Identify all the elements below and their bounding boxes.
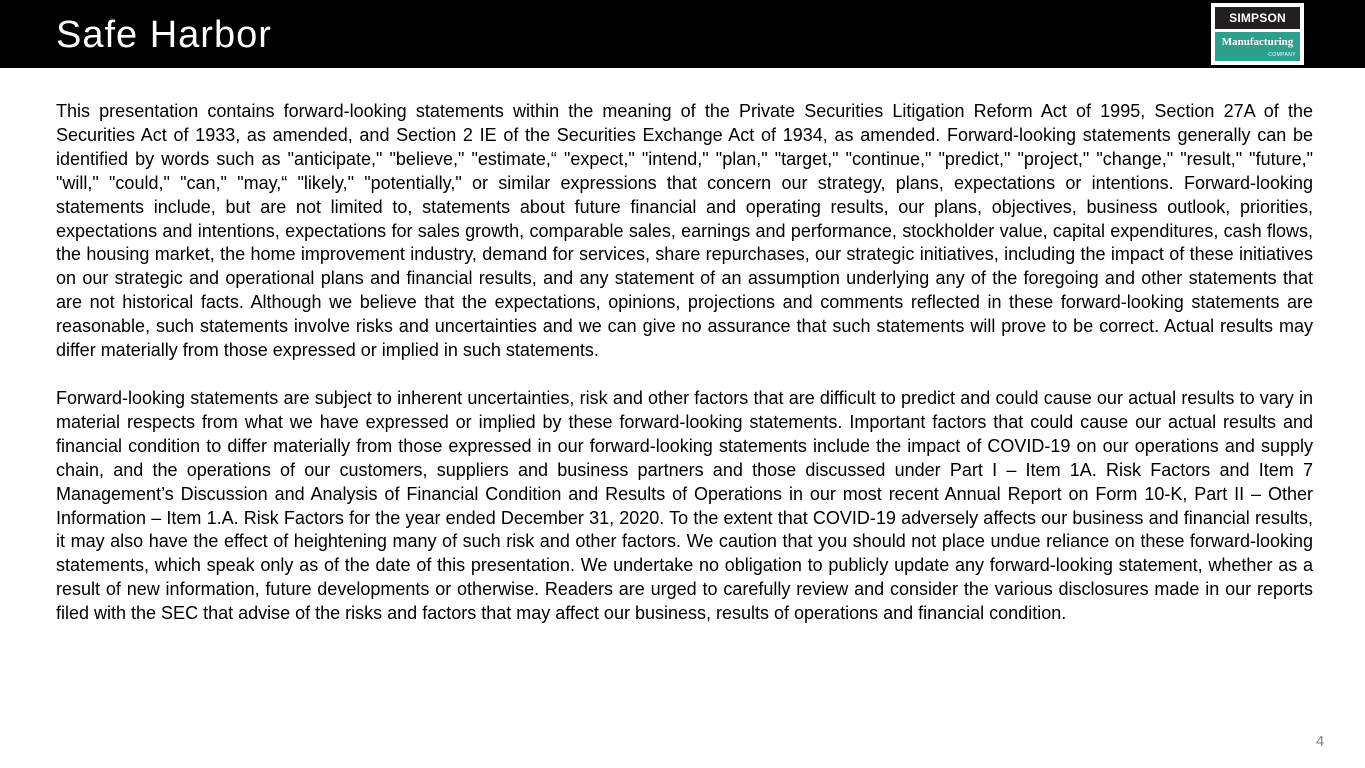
disclaimer-body (56, 100, 1313, 650)
slide-title: Safe Harbor (56, 14, 272, 56)
disclaimer-paragraph-1: This presentation contains forward-looking statements within the meaning of the Private Securities Litigation Reform Act of 1995, Section 27A of the Securities Act of 1933, as amended, and Section 2 IE of the Securities Exchange Act of 1934, as amended. Forward-looking statements generally can be identified by words such as "anticipate," "believe," "estimate,“ "expect," "intend," "plan," "target," "continue," "predict," "project," "change," "result," "future," "will," "could," "can," "may,“ "likely," "potentially," or similar expressions that concern our strategy, plans, expectations or intentions. Forward-looking statements include, but are not limited to, statements about future financial and operating results, our plans, objectives, business outlook, priorities, expectations and intentions, expectations for sales growth, comparable sales, earnings and performance, stockholder value, capital expenditures, cash flows, the housing market, the home improvement industry, demand for services, share repurchases, our strategic initiatives, including the impact of these initiatives on our strategic and operational plans and financial results, and any statement of an assumption underlying any of the foregoing and other statements that are not historical facts. Although we believe that the expectations, opinions, projections and comments reflected in these forward-looking statements are reasonable, such statements involve risks and uncertainties and we can give no assurance that such statements will prove to be correct. Actual results may differ materially from those expressed or implied in such statements. (56, 101, 1313, 361)
logo-line-simpson: SIMPSON (1215, 7, 1300, 29)
company-logo (1211, 3, 1304, 65)
disclaimer-paragraph-2: Forward-looking statements are subject to inherent uncertainties, risk and other factors that are difficult to predict and could cause our actual results to vary in material respects from what we have expressed or implied by these forward-looking statements. Important factors that could cause our actual results and financial condition to differ materially from those expressed in our forward-looking statements include the impact of COVID-19 on our operations and supply chain, and the operations of our customers, suppliers and business partners and those discussed under Part I – Item 1A. Risk Factors and Item 7 Management’s Discussion and Analysis of Financial Condition and Results of Operations in our most recent Annual Report on Form 10-K, Part II – Other Information – Item 1.A. Risk Factors for the year ended December 31, 2020. To the extent that COVID-19 adversely affects our business and financial results, it may also have the effect of heightening many of such risk and other factors. We caution that you should not place undue reliance on these forward-looking statements, which speak only as of the date of this presentation. We undertake no obligation to publicly update any forward-looking statement, whether as a result of new information, future developments or otherwise. Readers are urged to carefully review and consider the various disclosures made in our reports filed with the SEC that advise of the risks and factors that may affect our business, results of operations and financial condition. (56, 387, 1313, 624)
logo-line-manufacturing: Manufacturing (1221, 36, 1294, 48)
logo-line-company: COMPANY (1268, 52, 1296, 58)
logo-green-block (1215, 32, 1300, 61)
title-bar (0, 0, 1365, 68)
page-number: 4 (1315, 733, 1325, 750)
